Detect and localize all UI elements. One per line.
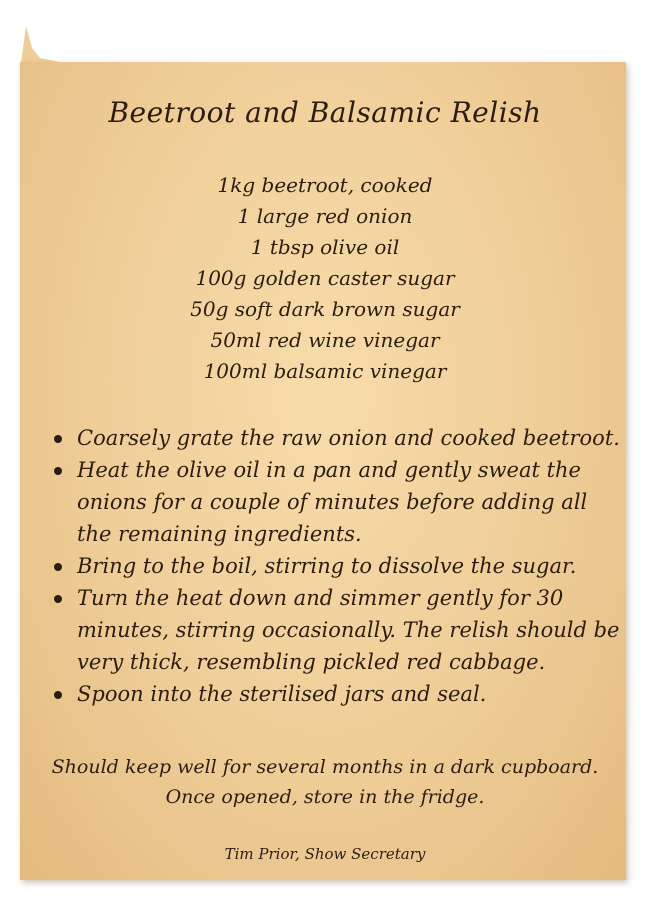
bullet-icon (54, 563, 62, 571)
ingredient-item: 100ml balsamic vinegar (203, 359, 447, 383)
signature: Tim Prior, Show Secretary (224, 845, 426, 863)
ingredient-list (0, 170, 650, 387)
ingredient-item: 1 large red onion (237, 204, 413, 228)
method-step (50, 422, 620, 454)
method-step-text: Spoon into the sterilised jars and seal. (77, 682, 487, 706)
method-step-text: Bring to the boil, stirring to dissolve the sugar. (77, 554, 577, 578)
method-step (50, 582, 620, 678)
method-step-text: Heat the olive oil in a pan and gently sweat the onions for a couple of minutes before adding all the remaining ingredients. (77, 458, 588, 546)
storage-note-line: Should keep well for several months in a dark cupboard. (51, 756, 599, 778)
method-step (50, 550, 620, 582)
ingredient-item: 1kg beetroot, cooked (217, 173, 433, 197)
bullet-icon (54, 595, 62, 603)
bullet-icon (54, 467, 62, 475)
ingredient-item: 1 tbsp olive oil (250, 235, 400, 259)
bullet-icon (54, 691, 62, 699)
method-steps (50, 422, 620, 710)
method-step (50, 678, 620, 710)
storage-note-line: Once opened, store in the fridge. (165, 786, 485, 808)
recipe-title: Beetroot and Balsamic Relish (108, 96, 542, 129)
storage-note (0, 752, 650, 812)
bullet-icon (54, 435, 62, 443)
ingredient-item: 100g golden caster sugar (195, 266, 455, 290)
method-step-text: Coarsely grate the raw onion and cooked beetroot. (77, 426, 620, 450)
ingredient-item: 50g soft dark brown sugar (190, 297, 460, 321)
ingredient-item: 50ml red wine vinegar (210, 328, 440, 352)
method-step-text: Turn the heat down and simmer gently for 30 minutes, stirring occasionally. The relish should be very thick, resembling pickled red cabbage. (77, 586, 620, 674)
method-step (50, 454, 620, 550)
